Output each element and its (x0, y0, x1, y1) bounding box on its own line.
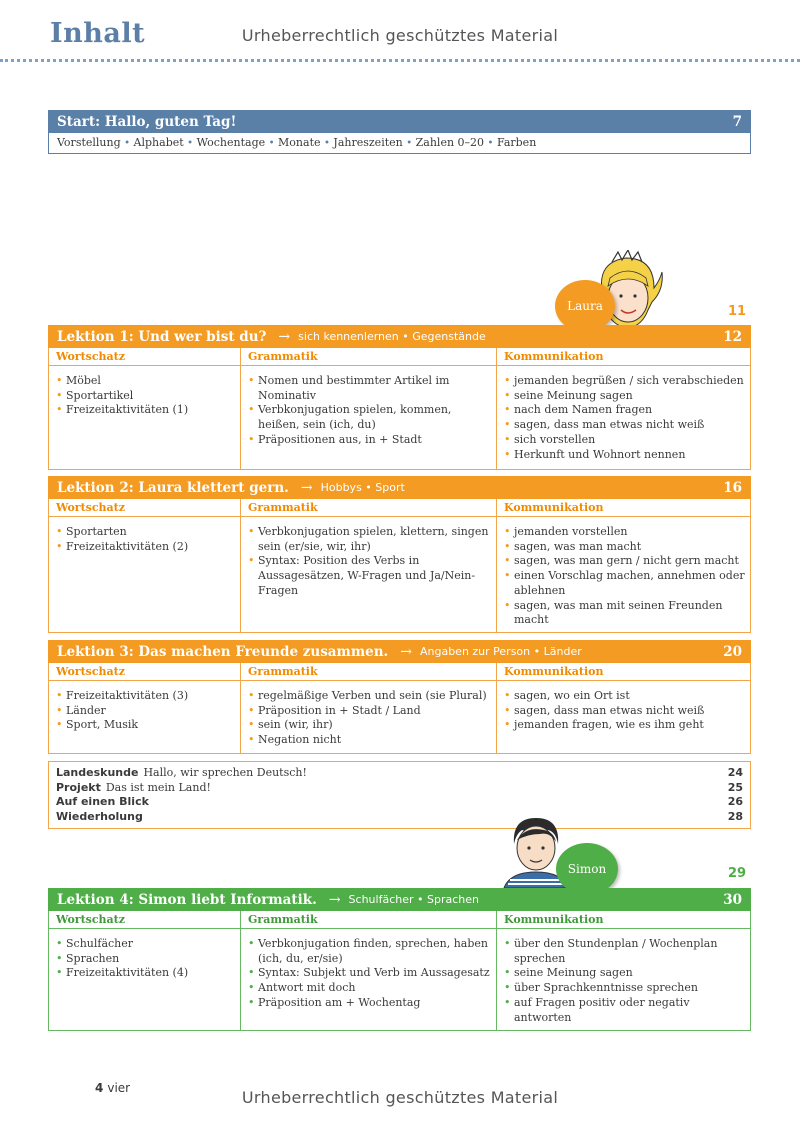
lesson-1-bar (48, 325, 751, 348)
list-item: • regelmäßige Verben und sein (sie Plural) (248, 689, 492, 704)
topic: Wochentage (196, 136, 266, 149)
unit1-page: 11 (728, 304, 747, 319)
start-page: 7 (732, 113, 742, 130)
list-item: • Freizeitaktivitäten (1) (56, 403, 236, 418)
list-item: • Verbkonjugation spielen, kommen, heißen, sein (ich, du) (248, 403, 492, 432)
lesson-2-table (48, 499, 751, 633)
column-header: Kommunikation (497, 663, 750, 681)
kommunikation-column (496, 348, 750, 469)
list-item: • Freizeitaktivitäten (4) (56, 966, 236, 981)
list-item: • Möbel (56, 374, 236, 389)
grammatik-column (240, 499, 496, 632)
list-item: • sagen, was man macht (504, 540, 746, 555)
list-item: • jemanden vorstellen (504, 525, 746, 540)
dotted-divider (0, 59, 800, 62)
list-item: • sagen, was man mit seinen Freunden macht (504, 599, 746, 628)
kommunikation-column (496, 499, 750, 632)
column-header: Kommunikation (497, 348, 750, 366)
page-title: Inhalt (50, 18, 146, 49)
grammatik-column (240, 663, 496, 753)
extras-label: Landeskunde (56, 766, 139, 779)
kommunikation-column (496, 663, 750, 753)
extras-row (56, 781, 743, 796)
lesson-topics: Angaben zur Person • Länder (419, 645, 582, 658)
extras-row (56, 810, 743, 825)
list-item: • Syntax: Subjekt und Verb im Aussagesatz (248, 966, 492, 981)
extras-row (56, 766, 743, 781)
lesson-page: 20 (723, 643, 742, 660)
list-item: • über Sprachkenntnisse sprechen (504, 981, 746, 996)
column-header: Grammatik (241, 348, 496, 366)
list-item: • seine Meinung sagen (504, 966, 746, 981)
list-item: • sagen, wo ein Ort ist (504, 689, 746, 704)
list-item: • Sprachen (56, 952, 236, 967)
topic: Jahreszeiten (333, 136, 403, 149)
list-item: • Sportarten (56, 525, 236, 540)
extras-text: Hallo, wir sprechen Deutsch! (143, 766, 307, 779)
column-header: Wortschatz (49, 499, 240, 517)
lesson-topics: sich kennenlernen • Gegenstände (298, 330, 486, 343)
lesson-3-table (48, 663, 751, 754)
extras-page: 26 (727, 795, 743, 808)
topic: Zahlen 0–20 (415, 136, 485, 149)
column-header: Wortschatz (49, 911, 240, 929)
wortschatz-column (49, 348, 240, 469)
simon-badge: Simon (556, 843, 618, 895)
wortschatz-column (49, 663, 240, 753)
extras-text: Das ist mein Land! (105, 780, 211, 794)
start-title: Start: Hallo, guten Tag! (57, 113, 237, 130)
column-header: Wortschatz (49, 663, 240, 681)
list-item: • Präposition in + Stadt / Land (248, 704, 492, 719)
list-item: • Freizeitaktivitäten (3) (56, 689, 236, 704)
page-number-word: vier (107, 1081, 131, 1095)
grammatik-column (240, 348, 496, 469)
list-item: • über den Stundenplan / Wochenplan sprechen (504, 937, 746, 966)
list-item: • Länder (56, 704, 236, 719)
lesson-page: 16 (723, 479, 742, 496)
laura-badge: Laura (555, 280, 615, 332)
extras-page: 24 (727, 766, 743, 779)
lesson-page: 30 (723, 891, 742, 908)
kommunikation-column (496, 911, 750, 1030)
list-item: • Antwort mit doch (248, 981, 492, 996)
list-item: • Präpositionen aus, in + Stadt (248, 433, 492, 448)
extras-label: Projekt (56, 780, 101, 794)
list-item: • jemanden fragen, wie es ihm geht (504, 718, 746, 733)
arrow-icon: → (300, 479, 313, 496)
list-item: • Negation nicht (248, 733, 492, 748)
column-header: Kommunikation (497, 911, 750, 929)
list-item: • Freizeitaktivitäten (2) (56, 540, 236, 555)
column-header: Grammatik (241, 911, 496, 929)
list-item: • sagen, dass man etwas nicht weiß (504, 418, 746, 433)
column-header: Grammatik (241, 499, 496, 517)
topic: Farben (496, 136, 537, 149)
lesson-2-bar (48, 476, 751, 499)
column-header: Kommunikation (497, 499, 750, 517)
list-item: • Verbkonjugation spielen, klettern, singen sein (er/sie, wir, ihr) (248, 525, 492, 554)
start-section-bar (48, 110, 751, 133)
extras-row (56, 795, 743, 810)
arrow-icon: → (278, 328, 291, 345)
list-item: • jemanden begrüßen / sich verabschieden (504, 374, 746, 389)
lesson-title: Lektion 1: Und wer bist du? (57, 328, 267, 345)
lesson-title: Lektion 3: Das machen Freunde zusammen. (57, 643, 389, 660)
wortschatz-column (49, 499, 240, 632)
arrow-icon: → (400, 643, 412, 660)
list-item: • Präposition am + Wochentag (248, 996, 492, 1011)
lesson-page: 12 (723, 328, 742, 345)
lesson-topics: Schulfächer • Sprachen (348, 893, 479, 906)
watermark-top: Urheberrechtlich geschütztes Material (241, 26, 559, 45)
list-item: • nach dem Namen fragen (504, 403, 746, 418)
unit2-page: 29 (728, 866, 747, 881)
extras-label: Wiederholung (56, 809, 143, 823)
list-item: • sein (wir, ihr) (248, 718, 492, 733)
extras-page: 28 (727, 809, 743, 823)
lesson-4-table (48, 911, 751, 1031)
list-item: • Sportartikel (56, 389, 236, 404)
lesson-title: Lektion 2: Laura klettert gern. (57, 479, 289, 496)
extras-box (48, 761, 751, 829)
lesson-4-bar (48, 888, 751, 911)
topic: Alphabet (133, 136, 184, 149)
list-item: • Syntax: Position des Verbs in Aussagesätzen, W-Fragen und Ja/Nein-Fragen (248, 554, 492, 598)
lesson-1-table (48, 348, 751, 470)
list-item: • sich vorstellen (504, 433, 746, 448)
watermark-bottom: Urheberrechtlich geschütztes Material (241, 1088, 559, 1107)
extras-page: 25 (727, 780, 743, 794)
topic: Monate (278, 136, 321, 149)
list-item: • sagen, was man gern / nicht gern macht (504, 554, 746, 569)
list-item: • Nomen und bestimmter Artikel im Nominativ (248, 374, 492, 403)
column-header: Wortschatz (49, 348, 240, 366)
lesson-topics: Hobbys • Sport (320, 481, 405, 494)
list-item: • seine Meinung sagen (504, 389, 746, 404)
page-number-digit: 4 (95, 1081, 104, 1095)
grammatik-column (240, 911, 496, 1030)
lesson-title: Lektion 4: Simon liebt Informatik. (57, 891, 317, 908)
topic: Vorstellung (57, 136, 121, 149)
list-item: • einen Vorschlag machen, annehmen oder ablehnen (504, 569, 746, 598)
list-item: • sagen, dass man etwas nicht weiß (504, 704, 746, 719)
list-item: • Herkunft und Wohnort nennen (504, 448, 746, 463)
list-item: • auf Fragen positiv oder negativ antworten (504, 996, 746, 1025)
arrow-icon: → (328, 891, 341, 908)
extras-label: Auf einen Blick (56, 795, 149, 808)
list-item: • Verbkonjugation finden, sprechen, haben (ich, du, er/sie) (248, 937, 492, 966)
wortschatz-column (49, 911, 240, 1030)
lesson-3-bar (48, 640, 751, 663)
column-header: Grammatik (241, 663, 496, 681)
list-item: • Schulfächer (56, 937, 236, 952)
start-topics: Vorstellung • Alphabet • Wochentage • Monate • Jahreszeiten • Zahlen 0–20 • Farben (48, 133, 751, 154)
list-item: • Sport, Musik (56, 718, 236, 733)
